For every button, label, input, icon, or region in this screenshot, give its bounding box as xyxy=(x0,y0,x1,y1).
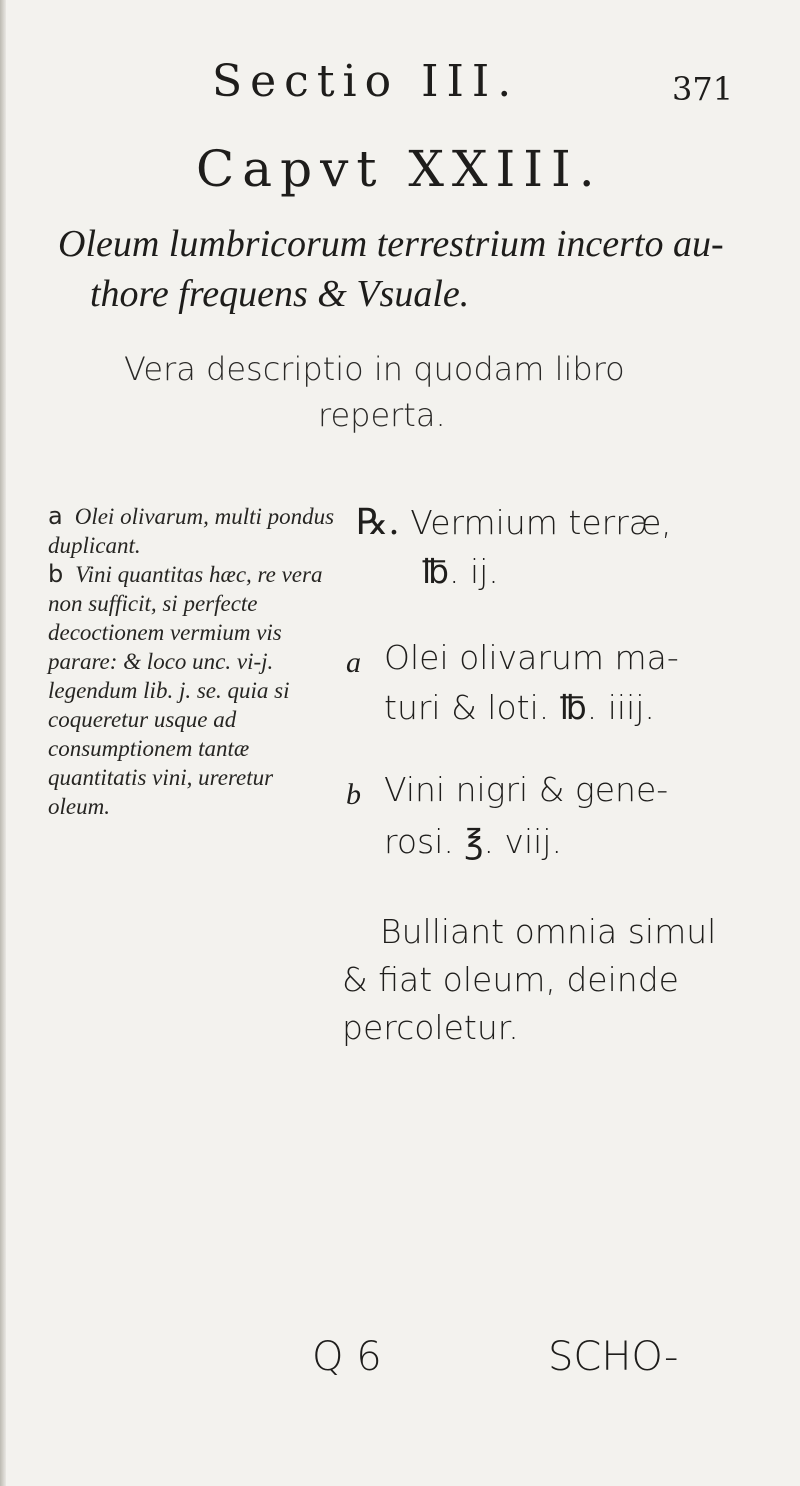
chapter-heading xyxy=(196,140,603,198)
recipe-marker-a: a xyxy=(346,646,361,679)
instruction-line-2: & fiat oleum, deinde xyxy=(342,960,679,999)
chapter-number: XXIII. xyxy=(408,140,603,198)
recipe-line-3-text: turi & loti. xyxy=(384,688,550,727)
instruction-line-3: percoletur. xyxy=(342,1008,519,1047)
chapter-label: Capvt xyxy=(196,140,385,198)
recipe-line-5-text: rosi. xyxy=(384,822,454,861)
note-a-marker: a xyxy=(48,502,63,530)
running-head xyxy=(212,56,519,107)
marginal-note xyxy=(48,502,338,821)
subtitle-line-1: Oleum lumbricorum terrestrium incerto au- xyxy=(58,223,724,265)
instruction-line-1: Bulliant omnia simul xyxy=(380,912,717,951)
section-number: III. xyxy=(421,56,520,107)
description-line-1: Vera descriptio in quodam libro xyxy=(124,350,625,388)
recipe-line-3 xyxy=(384,688,655,727)
recipe-line-5 xyxy=(384,822,562,861)
note-a xyxy=(48,502,338,560)
description-line-2: reperta. xyxy=(318,396,446,434)
recipe-amount-1: ℔. ij. xyxy=(422,552,499,591)
recipe-line-4: Vini nigri & gene- xyxy=(384,770,669,809)
note-b-text: Vini quantitas hæc, re vera non sufficit, si perfecte decoctionem vermium vis parare: & loco unc. vi-j. legendum lib. j. se. quia si coqueretur usque ad consumptionem tantæ quantitatis vini, ureretur oleum. xyxy=(48,562,323,819)
section-label: Sectio xyxy=(212,56,400,107)
recipe-amount-3: ℔. iiij. xyxy=(559,688,655,727)
signature-mark: Q 6 xyxy=(312,1334,382,1380)
note-b xyxy=(48,560,338,821)
recipe-symbol: ℞. xyxy=(356,502,400,543)
recipe-marker-b: b xyxy=(346,778,361,811)
recipe-line-2: Olei olivarum ma- xyxy=(384,638,679,677)
recipe-amount-5: ℥. viij. xyxy=(464,822,562,861)
recipe-line-1 xyxy=(356,502,672,543)
note-b-marker: b xyxy=(48,560,64,588)
catchword: SCHO- xyxy=(548,1334,679,1380)
subtitle-line-2: thore frequens & Vsuale. xyxy=(90,273,470,315)
page-number: 371 xyxy=(672,70,734,108)
page-edge xyxy=(0,0,6,1486)
note-a-text: Olei olivarum, multi pondus duplicant. xyxy=(48,504,335,558)
recipe-line-1-text: Vermium terræ, xyxy=(410,503,672,542)
